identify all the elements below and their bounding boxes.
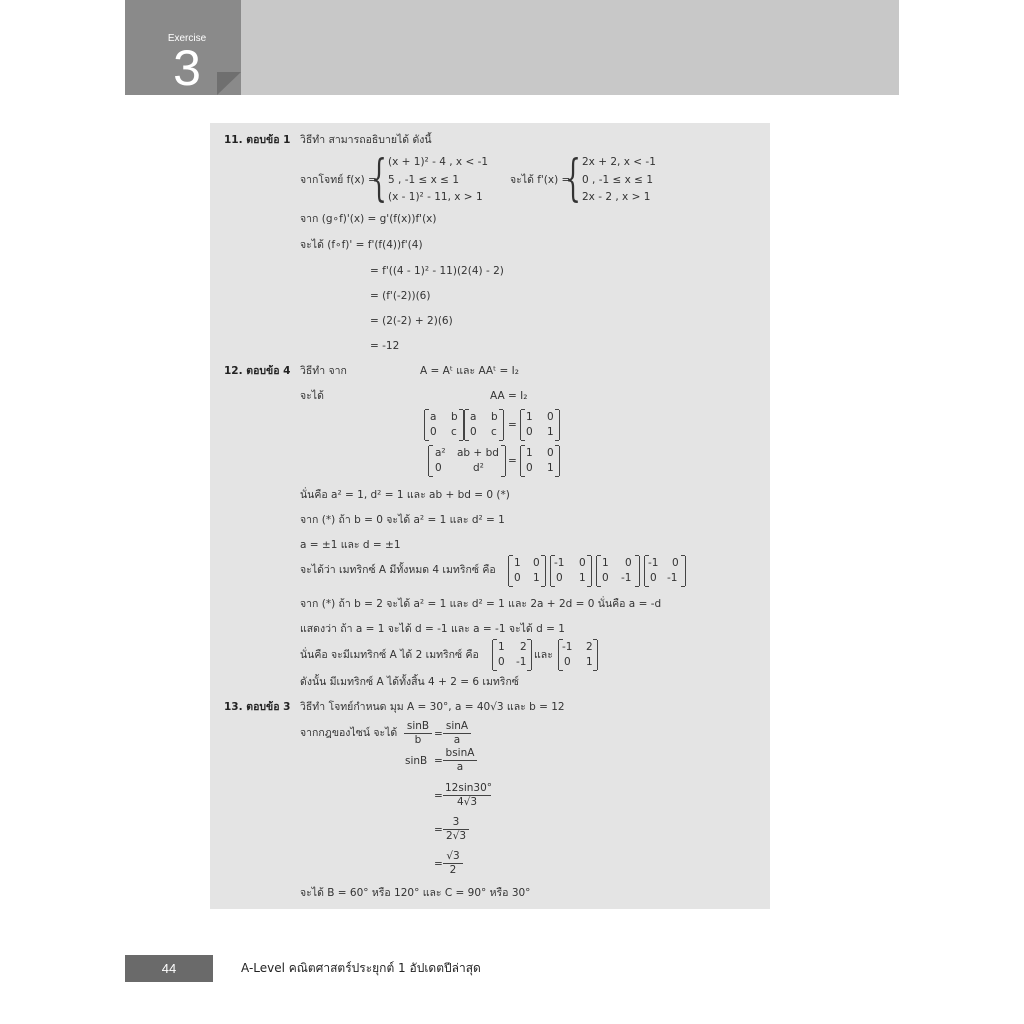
- matrix-cell: 0: [602, 572, 609, 584]
- q12-then-eq: AA = I₂: [490, 390, 528, 402]
- exercise-number: 3: [173, 40, 201, 96]
- equals-sign: =: [434, 858, 443, 870]
- q12-solution-matrix-2: [550, 556, 592, 586]
- fraction-denominator: a: [453, 734, 461, 746]
- equals-sign: =: [434, 728, 443, 740]
- q11-f-case2: 5 , -1 ≤ x ≤ 1: [388, 174, 460, 186]
- q11-intro: วิธีทำ สามารถอธิบายได้ ดังนี้: [300, 134, 432, 146]
- q12-line-f: แสดงว่า ถ้า a = 1 จะได้ d = -1 และ a = -1 จะได้ d = 1: [300, 623, 565, 635]
- matrix-cell: -1: [554, 557, 565, 569]
- q13-fraction-step1: [443, 782, 491, 809]
- q11-f-case3: (x - 1)² - 11, x > 1: [388, 191, 483, 203]
- matrix-cell: 1: [498, 641, 505, 653]
- header-bar: [125, 0, 899, 95]
- fraction-numerator: 3: [443, 816, 469, 830]
- matrix-cell: 0: [470, 426, 477, 438]
- q12-number: 12. ตอบข้อ 4: [224, 365, 291, 377]
- matrix-cell: 1: [586, 656, 593, 668]
- q11-f-case1: (x + 1)² - 4 , x < -1: [388, 156, 489, 168]
- matrix-cell: -1: [562, 641, 573, 653]
- equals-sign: =: [434, 790, 443, 802]
- q11-d-case3: 2x - 2 , x > 1: [582, 191, 651, 203]
- q11-brace-f: {: [371, 149, 387, 207]
- q12-and: และ: [534, 649, 553, 661]
- q12-line-d: จะได้ว่า เมทริกซ์ A มีทั้งหมด 4 เมทริกซ์ คือ: [300, 564, 496, 576]
- page-number: 44: [125, 955, 213, 982]
- q12-line-c: a = ±1 และ d = ±1: [300, 539, 401, 551]
- q12-matrix-product: [428, 446, 506, 476]
- q13-fraction-sinB-b: [404, 720, 432, 747]
- q12-then-label: จะได้: [300, 390, 324, 402]
- book-title: A-Level คณิตศาสตร์ประยุกต์ 1 อัปเดตปีล่าสุด: [241, 961, 481, 975]
- q12-identity-matrix: [520, 410, 560, 440]
- fraction-denominator: 2√3: [445, 830, 467, 842]
- matrix-cell: -1: [667, 572, 678, 584]
- matrix-cell: 0: [435, 462, 442, 474]
- matrix-cell: 0: [579, 557, 586, 569]
- q11-d-case2: 0 , -1 ≤ x ≤ 1: [582, 174, 654, 186]
- matrix-cell: -1: [648, 557, 659, 569]
- q12-line-a: นั่นคือ a² = 1, d² = 1 และ ab + bd = 0 (*): [300, 489, 510, 501]
- q11-step1: จาก (g∘f)'(x) = g'(f(x))f'(x): [300, 213, 437, 225]
- fraction-numerator: √3: [443, 850, 463, 864]
- matrix-cell: b: [451, 411, 458, 423]
- fraction-numerator: sinA: [443, 720, 471, 734]
- q12-matrix-a: [424, 410, 464, 440]
- matrix-cell: 0: [430, 426, 437, 438]
- matrix-cell: 0: [625, 557, 632, 569]
- q12-solution-matrix-4: [644, 556, 686, 586]
- matrix-cell: c: [491, 426, 497, 438]
- equals-sign: =: [508, 419, 517, 431]
- matrix-cell: 0: [498, 656, 505, 668]
- q11-step2: จะได้ (f∘f)' = f'(f(4))f'(4): [300, 239, 423, 251]
- q12-solution-matrix-5: [492, 640, 532, 670]
- q11-step6: = -12: [370, 340, 400, 352]
- matrix-cell: 1: [533, 572, 540, 584]
- matrix-cell: a: [430, 411, 437, 423]
- q13-fraction-bsinA-a: [443, 747, 477, 774]
- matrix-cell: 0: [650, 572, 657, 584]
- exercise-tab-fold: [217, 72, 241, 95]
- equals-sign: =: [508, 455, 517, 467]
- q13-fraction-step2: [443, 816, 469, 843]
- q12-line-e: จาก (*) ถ้า b = 2 จะได้ a² = 1 และ d² = 1 และ 2a + 2d = 0 นั่นคือ a = -d: [300, 598, 662, 610]
- fraction-numerator: bsinA: [443, 747, 477, 761]
- q11-step5: = (2(-2) + 2)(6): [370, 315, 453, 327]
- q13-fraction-step3: [443, 850, 463, 877]
- matrix-cell: c: [451, 426, 457, 438]
- fraction-denominator: a: [456, 761, 464, 773]
- q12-line-g: นั่นคือ จะมีเมทริกซ์ A ได้ 2 เมทริกซ์ คือ: [300, 649, 479, 661]
- fraction-numerator: sinB: [404, 720, 432, 734]
- q13-law-label: จากกฎของไซน์ จะได้: [300, 727, 398, 739]
- q13-sinB-label: sinB: [405, 755, 428, 767]
- q12-solution-matrix-1: [508, 556, 546, 586]
- exercise-label: Exercise: [167, 33, 207, 44]
- fraction-denominator: 4√3: [456, 796, 478, 808]
- matrix-cell: 0: [526, 462, 533, 474]
- q12-solution-matrix-6: [558, 640, 598, 670]
- matrix-cell: 1: [526, 447, 533, 459]
- matrix-cell: 0: [514, 572, 521, 584]
- matrix-cell: 0: [672, 557, 679, 569]
- matrix-cell: 1: [579, 572, 586, 584]
- q12-line-b: จาก (*) ถ้า b = 0 จะได้ a² = 1 และ d² = 1: [300, 514, 505, 526]
- q13-conclusion: จะได้ B = 60° หรือ 120° และ C = 90° หรือ 30°: [300, 887, 531, 899]
- q12-intro: วิธีทำ จาก: [300, 365, 347, 377]
- q12-matrix-a-transpose: [464, 410, 504, 440]
- matrix-cell: 1: [547, 462, 554, 474]
- matrix-cell: 2: [586, 641, 593, 653]
- matrix-cell: 0: [564, 656, 571, 668]
- equals-sign: =: [434, 755, 443, 767]
- q13-fraction-sinA-a: [443, 720, 471, 747]
- q11-given-label: จากโจทย์ f(x) =: [300, 174, 377, 186]
- matrix-cell: -1: [621, 572, 632, 584]
- fraction-denominator: b: [414, 734, 422, 746]
- matrix-cell: a: [470, 411, 477, 423]
- q13-intro: วิธีทำ โจทย์กำหนด มุม A = 30°, a = 40√3 และ b = 12: [300, 701, 565, 713]
- q11-deriv-label: จะได้ f'(x) =: [510, 174, 571, 186]
- q11-d-case1: 2x + 2, x < -1: [582, 156, 656, 168]
- q12-line-h: ดังนั้น มีเมทริกซ์ A ได้ทั้งสิ้น 4 + 2 = 6 เมทริกซ์: [300, 676, 519, 688]
- matrix-cell: 1: [526, 411, 533, 423]
- fraction-denominator: 2: [449, 864, 457, 876]
- matrix-cell: b: [491, 411, 498, 423]
- q12-given: A = Aᵗ และ AAᵗ = I₂: [420, 365, 519, 377]
- matrix-cell: ab + bd: [457, 447, 499, 459]
- q11-number: 11. ตอบข้อ 1: [224, 134, 291, 146]
- q11-step3: = f'((4 - 1)² - 11)(2(4) - 2): [370, 265, 504, 277]
- matrix-cell: 0: [526, 426, 533, 438]
- matrix-cell: 1: [602, 557, 609, 569]
- matrix-cell: d²: [473, 462, 484, 474]
- q11-brace-deriv: {: [565, 149, 581, 207]
- matrix-cell: 0: [547, 447, 554, 459]
- q13-number: 13. ตอบข้อ 3: [224, 701, 291, 713]
- matrix-cell: 0: [547, 411, 554, 423]
- matrix-cell: a²: [435, 447, 446, 459]
- q12-solution-matrix-3: [596, 556, 640, 586]
- matrix-cell: 1: [514, 557, 521, 569]
- matrix-cell: 1: [547, 426, 554, 438]
- matrix-cell: 0: [556, 572, 563, 584]
- matrix-cell: 0: [533, 557, 540, 569]
- matrix-cell: 2: [520, 641, 527, 653]
- q11-step4: = (f'(-2))(6): [370, 290, 431, 302]
- fraction-numerator: 12sin30°: [445, 782, 493, 794]
- matrix-cell: -1: [516, 656, 527, 668]
- q12-identity-matrix-2: [520, 446, 560, 476]
- equals-sign: =: [434, 824, 443, 836]
